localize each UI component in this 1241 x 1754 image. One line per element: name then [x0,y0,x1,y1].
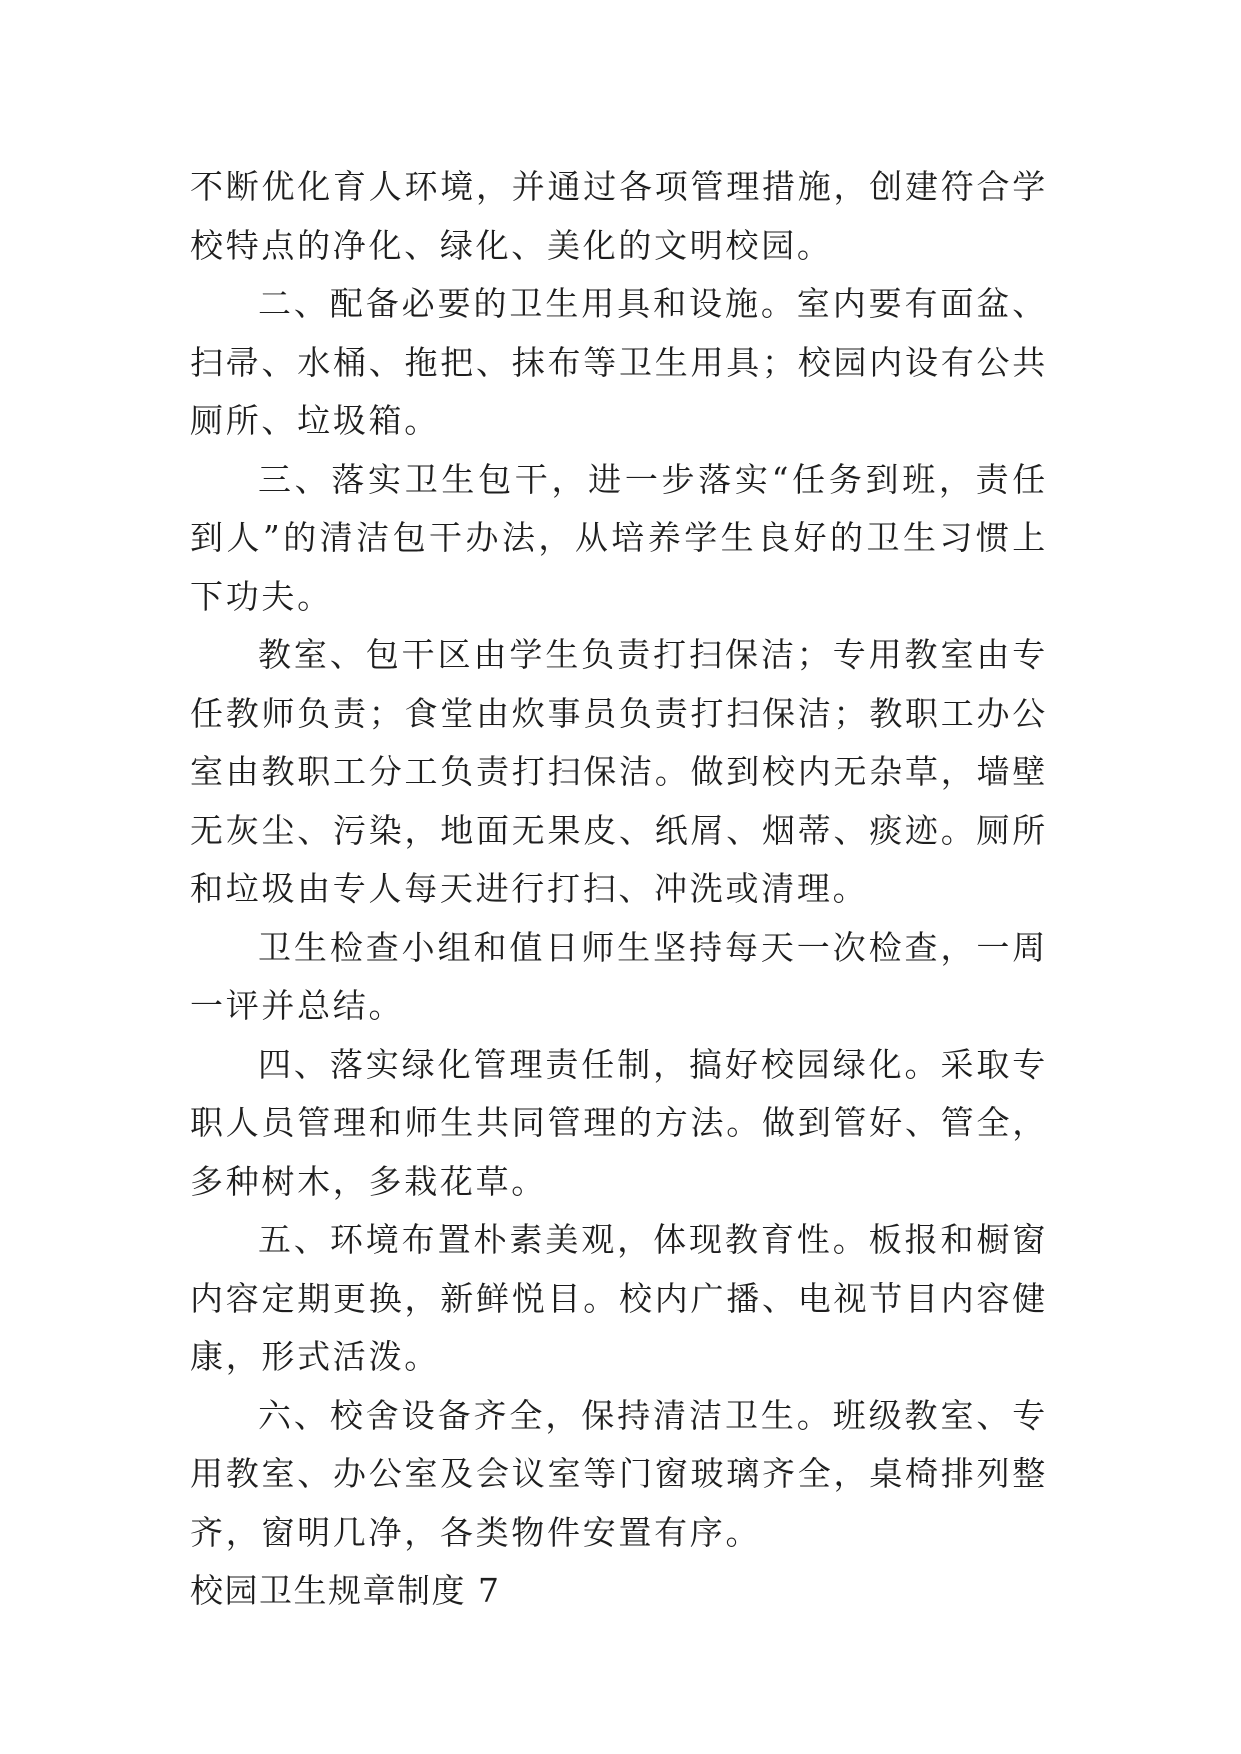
paragraph-cleaning-duties: 教室、包干区由学生负责打扫保洁；专用教室由专任教师负责；食堂由炊事员负责打扫保洁；教职工办公室由教职工分工负责打扫保洁。做到校内无杂草，墙壁无灰尘、污染，地面无果皮、纸屑、烟蒂、痰迹。厕所和垃圾由专人每天进行打扫、冲洗或清理。 [190,635,1048,908]
paragraph-item-6: 六、校舍设备齐全，保持清洁卫生。班级教室、专用教室、办公室及会议室等门窗玻璃齐全，桌椅排列整齐，窗明几净，各类物件安置有序。 [190,1395,1048,1552]
paragraph-item-4: 四、落实绿化管理责任制，搞好校园绿化。采取专职人员管理和师生共同管理的方法。做到管好、管全，多种树木，多栽花草。 [190,1044,1048,1201]
paragraph-item-2: 二、配备必要的卫生用具和设施。室内要有面盆、扫帚、水桶、拖把、抹布等卫生用具；校园内设有公共厕所、垃圾箱。 [190,284,1048,440]
section-heading: 校园卫生规章制度 7 [190,1571,501,1610]
document-body [190,158,1048,1621]
paragraph-continuation: 不断优化育人环境，并通过各项管理措施，创建符合学校特点的净化、绿化、美化的文明校园。 [190,167,1048,265]
paragraph-item-5: 五、环境布置朴素美观，体现教育性。板报和橱窗内容定期更换，新鲜悦目。校内广播、电视节目内容健康，形式活泼。 [190,1220,1048,1376]
paragraph-item-3: 三、落实卫生包干，进一步落实“任务到班，责任到人”的清洁包干办法，从培养学生良好的卫生习惯上下功夫。 [190,459,1048,616]
paragraph-inspection: 卫生检查小组和值日师生坚持每天一次检查，一周一评并总结。 [190,927,1048,1025]
